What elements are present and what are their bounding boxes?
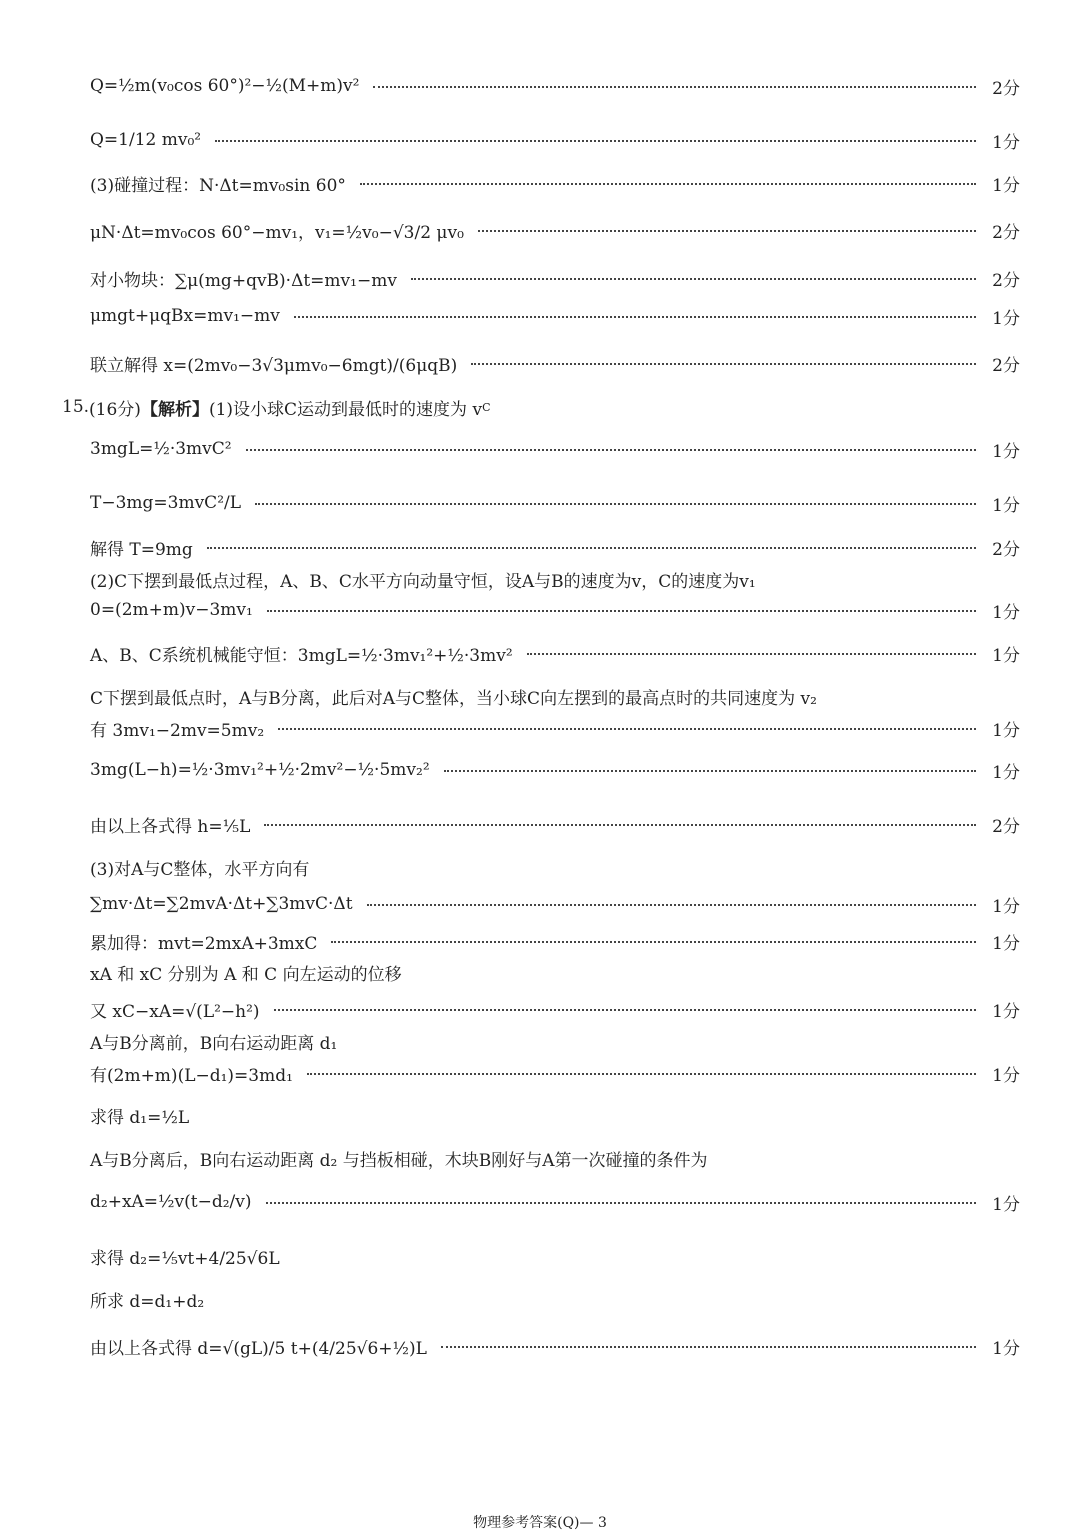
score: 1分 <box>992 1001 1020 1022</box>
score: 1分 <box>992 1338 1020 1359</box>
text: (2)C下摆到最低点过程，A、B、C水平方向动量守恒，设A与B的速度为v，C的速度为v₁ <box>90 571 756 592</box>
dot-leader <box>478 230 976 232</box>
dot-leader <box>264 824 976 826</box>
answer-line-q-energy <box>90 66 1020 106</box>
score: 2分 <box>992 355 1020 376</box>
page-footer: 物理参考答案(Q)— 3 <box>473 1515 607 1531</box>
dot-leader <box>215 140 976 142</box>
text: A与B分离后，B向右运动距离 d₂ 与挡板相碰，木块B刚好与A第一次碰撞的条件为 <box>90 1150 708 1171</box>
text: 对小物块：∑μ(mg+qvB)·Δt=mv₁−mv <box>90 270 397 291</box>
answer-line-displacement-note <box>90 952 402 992</box>
dot-leader <box>255 503 976 505</box>
text: 求得 d₂=⅕vt+4/25√6L <box>90 1248 280 1269</box>
math-expression: 3mgL=½·3mvC² <box>90 439 232 459</box>
answer-line-d1-equation <box>90 1053 1020 1093</box>
text: 由以上各式得 h=⅕L <box>90 816 251 837</box>
dot-leader <box>294 316 976 318</box>
score: 1分 <box>992 645 1020 666</box>
answer-line-energy-c <box>90 429 1020 469</box>
text: 有(2m+m)(L−d₁)=3md₁ <box>90 1065 293 1086</box>
math-expression: ∑mv·Δt=∑2mvA·Δt+∑3mvC·Δt <box>90 894 353 914</box>
score: 2分 <box>992 78 1020 99</box>
math-expression: 3mg(L−h)=½·3mv₁²+½·2mv²−½·5mv₂² <box>90 760 430 780</box>
score: 1分 <box>992 762 1020 783</box>
answer-line-impulse-sum <box>90 884 1020 924</box>
math-expression: 0=(2m+m)v−3mv₁ <box>90 600 253 620</box>
text: A与B分离前，B向右运动距离 d₁ <box>90 1033 338 1054</box>
dot-leader <box>367 904 976 906</box>
dot-leader <box>471 363 976 365</box>
dot-leader <box>278 728 976 730</box>
score: 2分 <box>992 539 1020 560</box>
dot-leader <box>373 86 976 88</box>
answer-line-collision <box>90 163 1020 203</box>
score: 1分 <box>992 720 1020 741</box>
text: 由以上各式得 d=√(gL)/5 t+(4/25√6+½)L <box>90 1338 427 1359</box>
text: C下摆到最低点时，A与B分离，此后对A与C整体，当小球C向左摆到的最高点时的共同速度为 v₂ <box>90 688 817 709</box>
dot-leader <box>246 449 976 451</box>
question-points: (16分) <box>89 399 141 420</box>
math-expression: μN·Δt=mv₀cos 60°−mv₁，v₁=½v₀−√3/2 μv₀ <box>90 222 464 243</box>
score: 1分 <box>992 175 1020 196</box>
score: 1分 <box>992 1194 1020 1215</box>
answer-line-q-result <box>90 120 1020 160</box>
text: 有 3mv₁−2mv=5mv₂ <box>90 720 265 741</box>
dot-leader <box>441 1346 976 1348</box>
answer-line-friction-impulse <box>90 210 1020 250</box>
answer-line-energy-height <box>90 750 1020 790</box>
answer-line-d-sum <box>90 1279 204 1319</box>
text: 所求 d=d₁+d₂ <box>90 1291 205 1312</box>
answer-line-collision-condition <box>90 1182 1020 1222</box>
dot-leader <box>527 653 976 655</box>
answer-line-h-result <box>90 804 1020 844</box>
score: 2分 <box>992 270 1020 291</box>
score: 1分 <box>992 602 1020 623</box>
text: 累加得：mvt=2mxA+3mxC <box>90 933 318 954</box>
score: 1分 <box>992 132 1020 153</box>
dot-leader <box>331 941 976 943</box>
dot-leader <box>360 183 976 185</box>
score: 1分 <box>992 1065 1020 1086</box>
score: 1分 <box>992 896 1020 917</box>
score: 2分 <box>992 816 1020 837</box>
answer-line-tension <box>90 483 1020 523</box>
dot-leader <box>207 547 976 549</box>
dot-leader <box>411 278 976 280</box>
math-expression: d₂+xA=½v(t−d₂/v) <box>90 1192 252 1212</box>
text: 解得 T=9mg <box>90 539 193 560</box>
text: (3)对A与C整体，水平方向有 <box>90 859 310 880</box>
answer-line-momentum <box>90 296 1020 336</box>
answer-line-block <box>90 258 1020 298</box>
score: 2分 <box>992 222 1020 243</box>
math-expression: Q=½m(v₀cos 60°)²−½(M+m)v² <box>90 76 360 96</box>
score: 1分 <box>992 441 1020 462</box>
answer-line-mechanical-energy <box>90 633 1020 673</box>
text: 联立解得 x=(2mv₀−3√3μmv₀−6mgt)/(6μqB) <box>90 355 458 376</box>
answer-line-momentum-conservation <box>90 590 1020 630</box>
score: 1分 <box>992 308 1020 329</box>
text: (1)设小球C运动到最低时的速度为 v <box>208 399 483 420</box>
analysis-tag: 【解析】 <box>140 399 209 420</box>
question-15-header: 15. (16分) 【解析】 (1)设小球C运动到最低时的速度为 v C <box>62 387 490 427</box>
answer-line-d2-result <box>90 1236 280 1276</box>
answer-line-d1-result <box>90 1095 189 1135</box>
answer-line-part3-intro <box>90 847 309 887</box>
question-number: 15. <box>62 397 90 417</box>
dot-leader <box>274 1009 976 1011</box>
answer-line-common-velocity <box>90 708 1020 748</box>
math-expression: μmgt+μqBx=mv₁−mv <box>90 306 280 326</box>
score: 1分 <box>992 933 1020 954</box>
dot-leader <box>444 770 976 772</box>
math-expression: Q=1/12 mv₀² <box>90 130 202 150</box>
text: 求得 d₁=½L <box>90 1107 190 1128</box>
answer-line-final-d <box>90 1326 1020 1366</box>
math-expression: T−3mg=3mvC²/L <box>90 493 242 513</box>
text: (3)碰撞过程：N·Δt=mv₀sin 60° <box>90 175 346 196</box>
text: xA 和 xC 分别为 A 和 C 向左运动的位移 <box>90 964 402 985</box>
score: 1分 <box>992 495 1020 516</box>
answer-line-after-separation <box>90 1138 708 1178</box>
text: 又 xC−xA=√(L²−h²) <box>90 1001 260 1022</box>
answer-line-solve-x <box>90 343 1020 383</box>
text: A、B、C系统机械能守恒：3mgL=½·3mv₁²+½·3mv² <box>90 645 513 666</box>
dot-leader <box>266 1202 977 1204</box>
dot-leader <box>267 610 976 612</box>
dot-leader <box>307 1073 976 1075</box>
